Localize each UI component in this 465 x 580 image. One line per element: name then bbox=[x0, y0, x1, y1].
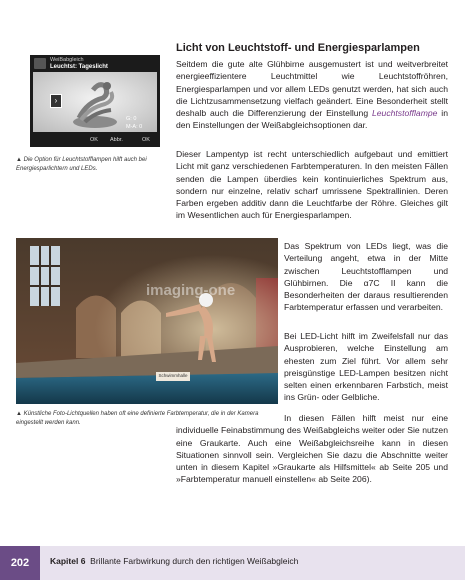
camera-header-title: WeiBabgleich bbox=[50, 57, 84, 63]
photo-sign: Schwimmhalle bbox=[158, 373, 188, 378]
camera-screen bbox=[30, 55, 160, 147]
camera-footer-mid: Abbr. bbox=[110, 137, 123, 143]
wb-menu-icon bbox=[34, 58, 46, 69]
paragraph-4: Bei LED-Licht hilft im Zweifelsfall nur das Ausprobieren, welche Einstellung am ehesten zum Ziel führt. Vor allem sehr preisgünstige LED-Lampen besitzen nicht selten einen erkennbaren Farbstich, meist ins Grün- oder Gelbliche. bbox=[284, 331, 448, 403]
camera-footer bbox=[30, 135, 160, 147]
pool-photo-image bbox=[16, 238, 278, 404]
caption-bottom: ▲ Künstliche Foto-Lichtquellen haben oft eine definierte Farbtemperatur, die in der Kamera eingestellt werden kann. bbox=[16, 411, 259, 426]
footer-chapter-title: Brillante Farbwirkung durch den richtigen Weißabgleich bbox=[90, 556, 299, 566]
footer-chapter: Kapitel 6 bbox=[50, 556, 86, 566]
camera-values bbox=[126, 115, 142, 131]
paragraph-1-pre: Seitdem die gute alte Glühbirne ausgemustert ist und weitverbreitet energieeffizientere Leuchtmittel wie Leuchtstoffröhren, Energiesparlampen und vor allem LEDs genutzt werden, hat sich auch die Lichtzusammensetzung vielfach geändert. Eine Besonderheit stellt deshalb auch die Differenzierung der Einstellung bbox=[176, 59, 448, 119]
camera-value-g: G: 0 bbox=[126, 116, 137, 122]
camera-header-value: Leuchtst: Tageslicht bbox=[50, 64, 108, 70]
paragraph-1 bbox=[176, 58, 448, 132]
camera-value-ma: M-A: 0 bbox=[126, 124, 143, 130]
watermark: imaging-one bbox=[146, 282, 236, 299]
chevron-right-icon[interactable]: › bbox=[50, 94, 62, 108]
section-heading: Licht von Leuchtstoff- und Energiesparlampen bbox=[176, 42, 420, 54]
paragraph-3: Das Spektrum von LEDs liegt, was die Verteilung angeht, etwa in der Mitte zwischen Leuchtstofflampen und Glühbirnen. Die α7C II kann die Besonderheiten der daraus resultierenden Farbtemperatur erfassen und verarbeiten. bbox=[284, 241, 448, 313]
pool-photo bbox=[16, 238, 278, 404]
paragraph-2: Dieser Lampentyp ist recht unterschiedlich aufgebaut und emittiert Licht mit ganz verschiedenen Farbtemperaturen. In den meisten Fällen senden die Lampen überdies kein kontinuierliches Spektrum aus, sondern nur einzelne, relativ scharf umrissene Spektrallinien. Deren Farben ergeben additiv dann die Leuchtfarbe der Röhre. Gleiches gilt im Wesentlichen auch für Energiesparlampen. bbox=[176, 149, 448, 221]
footer-chapter-line bbox=[50, 556, 298, 566]
paragraph-5: In diesen Fällen hilft meist nur eine individuelle Feinabstimmung des Weißabgleichs weiter oder Sie nutzen eine Graukarte. Auch eine Weißabgleichsreihe kann in diesen Situationen sinnvoll sein. Vergleichen Sie dazu die Abschnitte weiter unten in diesem Kapitel »Graukarte als Hilfsmittel« ab Seite 205 und »Farbtemperatur manuell einstellen« ab Seite 206). bbox=[176, 413, 448, 485]
camera-footer-right: OK bbox=[142, 137, 150, 143]
paragraph-1-highlight: Leuchtstofflampe bbox=[371, 108, 438, 119]
caption-top: ▲ Die Option für Leuchtstofflampen hilft auch bei Energiesparlichtern und LEDs. bbox=[16, 157, 147, 172]
page-footer bbox=[0, 546, 465, 580]
paragraph-1-post: in den Einstellungen der Weißabgleichsoptionen dar. bbox=[176, 108, 448, 131]
page-number: 202 bbox=[0, 546, 40, 580]
camera-footer-left: OK bbox=[90, 137, 98, 143]
